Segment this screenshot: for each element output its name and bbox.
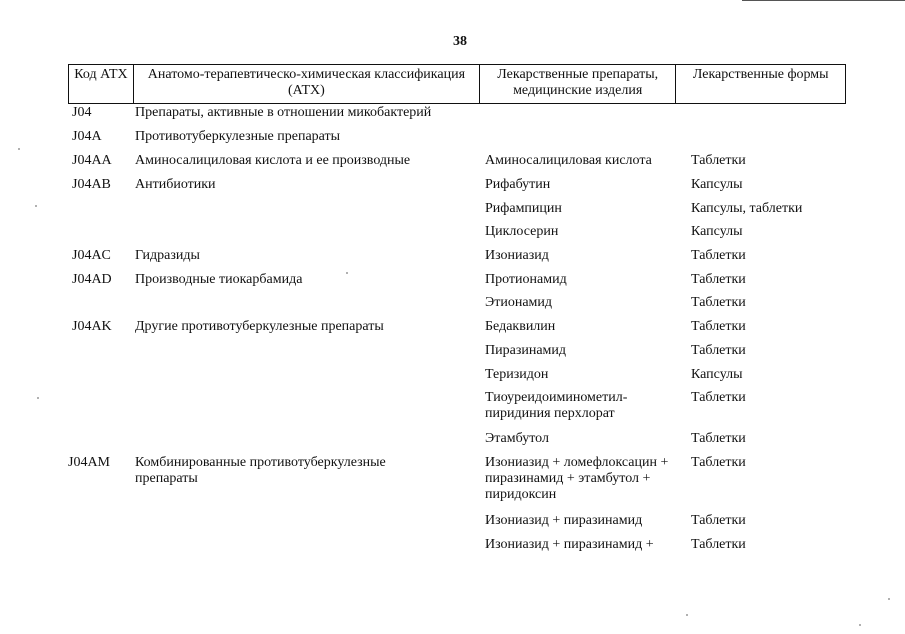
drug-name: Этамбутол — [485, 431, 549, 446]
header-atc: Анатомо-терапевтическо-химическая классификация (АТХ) — [133, 65, 479, 103]
drug-name: Теризидон — [485, 367, 549, 382]
dosage-form: Капсулы — [691, 367, 743, 382]
atc-name: Антибиотики — [135, 177, 216, 192]
table-header — [68, 64, 846, 104]
atc-name: Аминосалициловая кислота и ее производные — [135, 153, 411, 168]
atc-code: J04AK — [72, 319, 112, 334]
dosage-form: Капсулы — [691, 177, 743, 192]
dosage-form: Таблетки — [691, 248, 746, 263]
atc-code: J04AA — [72, 153, 112, 168]
drug-name: Рифампицин — [485, 201, 562, 216]
dosage-form: Таблетки — [691, 431, 746, 446]
atc-name: Комбинированные противотуберкулезные препараты — [135, 455, 386, 486]
header-drugs: Лекарственные препараты, медицинские изделия — [479, 65, 676, 103]
scan-speck — [18, 148, 20, 150]
scan-speck — [686, 614, 688, 616]
scan-speck — [888, 598, 890, 600]
atc-name: Другие противотуберкулезные препараты — [135, 319, 384, 334]
drug-name: Изониазид — [485, 248, 549, 263]
dosage-form: Капсулы, таблетки — [691, 201, 803, 216]
drug-name: Изониазид + пиразинамид — [485, 513, 643, 528]
scan-speck — [37, 397, 39, 399]
drug-name: Протионамид — [485, 272, 567, 287]
dosage-form: Таблетки — [691, 343, 746, 358]
dosage-form: Таблетки — [691, 537, 746, 552]
drug-name: Тиоуреидоиминометил-пиридиния перхлорат — [485, 390, 628, 421]
atc-name: Препараты, активные в отношении микобактерий — [135, 105, 432, 120]
header-forms: Лекарственные формы — [675, 65, 845, 103]
drug-name: Этионамид — [485, 295, 553, 310]
atc-name: Гидразиды — [135, 248, 200, 263]
drug-name: Бедаквилин — [485, 319, 556, 334]
drug-name: Циклосерин — [485, 224, 559, 239]
dosage-form: Таблетки — [691, 295, 746, 310]
atc-name: Производные тиокарбамида — [135, 272, 303, 287]
atc-code: J04AD — [72, 272, 112, 287]
dosage-form: Таблетки — [691, 390, 746, 405]
atc-code: J04AM — [68, 455, 111, 470]
drug-name: Пиразинамид — [485, 343, 567, 358]
header-code: Код АТХ — [74, 67, 128, 82]
atc-code: J04AB — [72, 177, 111, 192]
dosage-form: Капсулы — [691, 224, 743, 239]
drug-name: Изониазид + ломефлоксацин + пиразинамид + этамбутол + пиридоксин — [485, 455, 669, 502]
drug-name: Аминосалициловая кислота — [485, 153, 652, 168]
scan-speck — [859, 624, 861, 626]
atc-code: J04 — [72, 105, 92, 120]
dosage-form: Таблетки — [691, 272, 746, 287]
dosage-form: Таблетки — [691, 153, 746, 168]
top-rule — [742, 0, 905, 1]
atc-code: J04A — [72, 129, 102, 144]
atc-code: J04AC — [72, 248, 111, 263]
drug-name: Изониазид + пиразинамид + — [485, 537, 654, 552]
scan-speck — [35, 205, 37, 207]
dosage-form: Таблетки — [691, 513, 746, 528]
page-number: 38 — [453, 34, 467, 49]
scan-speck — [346, 272, 348, 274]
drug-name: Рифабутин — [485, 177, 551, 192]
atc-name: Противотуберкулезные препараты — [135, 129, 341, 144]
dosage-form: Таблетки — [691, 319, 746, 334]
dosage-form: Таблетки — [691, 455, 746, 470]
